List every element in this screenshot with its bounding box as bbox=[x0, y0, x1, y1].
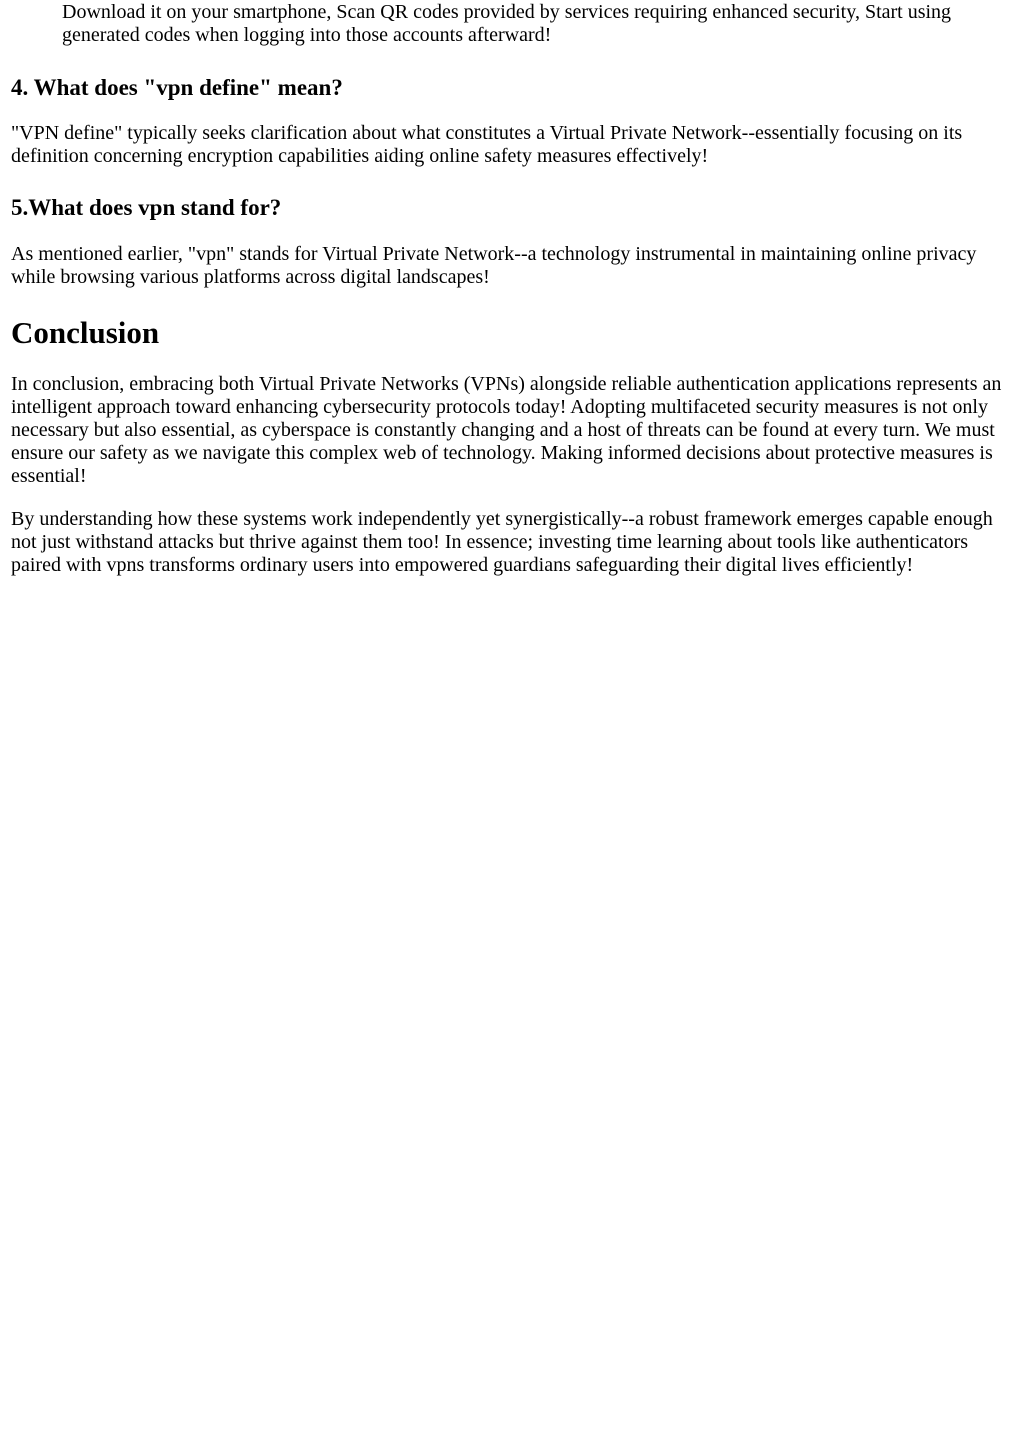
faq-question-5: 5.What does vpn stand for? bbox=[11, 195, 282, 220]
article-body bbox=[0, 1, 1024, 577]
conclusion-heading: Conclusion bbox=[11, 315, 160, 350]
conclusion-paragraph: In conclusion, embracing both Virtual Private Networks (VPNs) alongside reliable authentication applications represents an intelligent approach toward enhancing cybersecurity protocols today! Adopting multifaceted security measures is not only necessary but also essential, as cyberspace is constantly changing and a host of threats can be found at every turn. We must ensure our safety as we navigate this complex web of technology. Making informed decisions about protective measures is essential! bbox=[11, 373, 1002, 487]
setup-steps-text: Download it on your smartphone, Scan QR codes provided by services requiring enhanced security, Start using generated codes when logging into those accounts afterward! bbox=[62, 1, 952, 46]
faq-answer-5: As mentioned earlier, "vpn" stands for Virtual Private Network--a technology instrumental in maintaining online privacy while browsing various platforms across digital landscapes! bbox=[11, 243, 977, 288]
conclusion-paragraph: By understanding how these systems work independently yet synergistically--a robust framework emerges capable enough not just withstand attacks but thrive against them too! In essence; investing time learning about tools like authenticators paired with vpns transforms ordinary users into empowered guardians safeguarding their digital lives efficiently! bbox=[11, 508, 993, 576]
faq-question-4: 4. What does "vpn define" mean? bbox=[11, 75, 343, 100]
faq-answer-4: "VPN define" typically seeks clarification about what constitutes a Virtual Private Network--essentially focusing on its definition concerning encryption capabilities aiding online safety measures effectively! bbox=[11, 122, 963, 167]
